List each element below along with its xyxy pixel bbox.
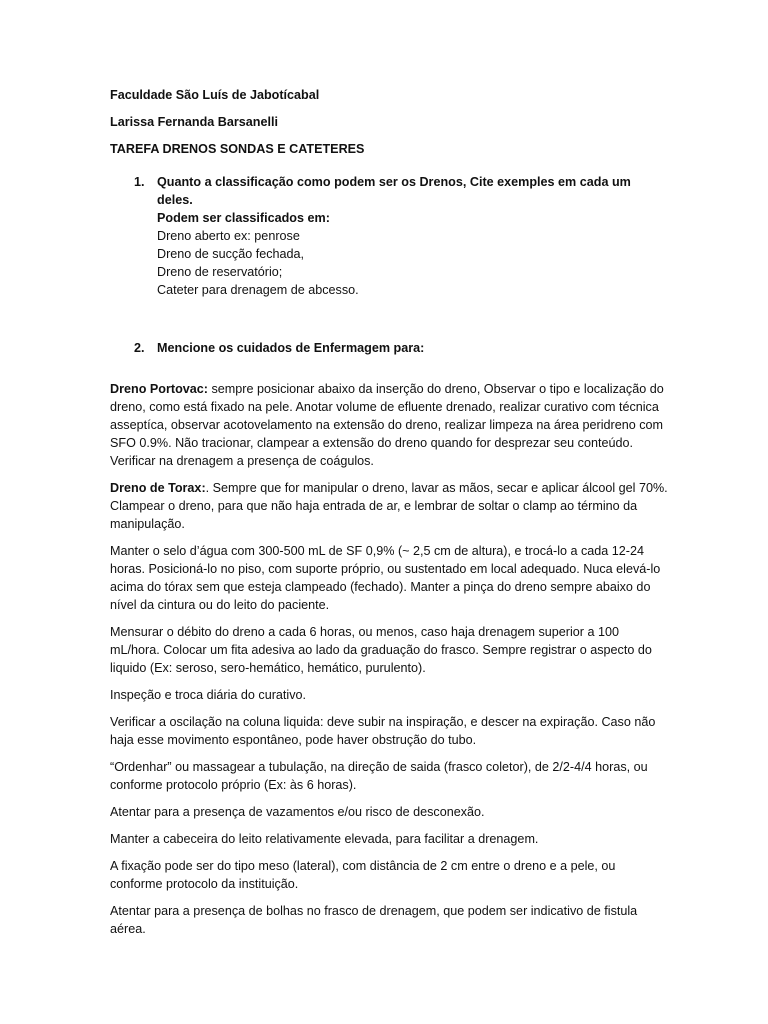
section-spacer	[110, 357, 670, 380]
paragraph-text: Verificar a oscilação na coluna liquida: deve subir na inspiração, e descer na expiração. Caso não haja esse movimento espontâneo, pode haver obstrução do tubo.	[110, 715, 656, 747]
answer-line: Dreno de reservatório;	[157, 265, 283, 279]
question-2	[110, 339, 670, 357]
paragraph-text: Atentar para a presença de bolhas no frasco de drenagem, que podem ser indicativo de fistula aérea.	[110, 904, 638, 936]
paragraph-label: Dreno Portovac:	[110, 382, 208, 396]
paragraph-fixacao	[110, 857, 670, 893]
question-text: Mencione os cuidados de Enfermagem para:	[157, 341, 425, 355]
document-body	[110, 86, 670, 947]
answer-line: Cateter para drenagem de abcesso.	[157, 283, 359, 297]
question-number: 2.	[134, 341, 145, 355]
paragraph-text: Inspeção e troca diária do curativo.	[110, 688, 307, 702]
paragraph-text: A fixação pode ser do tipo meso (lateral), com distância de 2 cm entre o dreno e a pele, ou conforme protocolo da instituição.	[110, 859, 616, 891]
paragraph-dreno-torax	[110, 479, 670, 533]
question-list	[110, 173, 670, 357]
paragraph-dreno-portovac	[110, 380, 670, 470]
paragraph-ordenhar	[110, 758, 670, 794]
institution-name: Faculdade São Luís de Jabotícabal	[110, 88, 320, 102]
paragraph-text: . Sempre que for manipular o dreno, lavar as mãos, secar e aplicar álcool gel 70%. Clampear o dreno, para que não haja entrada de ar, e lembrar de soltar o clamp ao término da manipulação.	[110, 481, 668, 531]
paragraph-debito	[110, 623, 670, 677]
paragraph-selo-dagua	[110, 542, 670, 614]
paragraph-bolhas	[110, 902, 670, 938]
paragraph-text: Mensurar o débito do dreno a cada 6 horas, ou menos, caso haja drenagem superior a 100 mL/hora. Colocar um fita adesiva ao lado da graduação do frasco. Sempre registrar o aspecto do liquido (Ex: seroso, sero-hemático, hemático, purulento).	[110, 625, 652, 675]
paragraph-cabeceira	[110, 830, 670, 848]
paragraph-oscilacao	[110, 713, 670, 749]
paragraph-text: Manter o selo d’água com 300-500 mL de SF 0,9% (~ 2,5 cm de altura), e trocá-lo a cada 12-24 horas. Posicioná-lo no piso, com suporte próprio, ou sustentado em local adequado. Nuca elevá-lo acima do tórax sem que esteja clampeado (fechado). Manter a pinça do dreno sempre abaixo do nível da cintura ou do leito do paciente.	[110, 544, 661, 612]
paragraph-text: “Ordenhar” ou massagear a tubulação, na direção de saida (frasco coletor), de 2/2-4/4 horas, ou conforme protocolo próprio (Ex: às 6 horas).	[110, 760, 648, 792]
paragraph-text: sempre posicionar abaixo da inserção do dreno, Observar o tipo e localização do dreno, como está fixado na pele. Anotar volume de efluente drenado, realizar curativo com técnica asseptíca, observar acotovelamento na extensão do dreno, realizar limpeza na área peridreno com SFO 0.9%. Não tracionar, clampear a extensão do dreno quando for desprezar seu conteúdo. Verificar na drenagem a presença de coágulos.	[110, 382, 664, 468]
student-name: Larissa Fernanda Barsanelli	[110, 115, 278, 129]
question-text: Quanto a classificação como podem ser os Drenos, Cite exemples em cada um deles.	[157, 175, 631, 207]
answer-line: Dreno de sucção fechada,	[157, 247, 305, 261]
assignment-title: TAREFA DRENOS SONDAS E CATETERES	[110, 142, 365, 156]
paragraph-text: Atentar para a presença de vazamentos e/ou risco de desconexão.	[110, 805, 485, 819]
question-1	[110, 173, 670, 299]
answer-line: Dreno aberto ex: penrose	[157, 229, 300, 243]
paragraph-curativo	[110, 686, 670, 704]
paragraph-vazamentos	[110, 803, 670, 821]
question-number: 1.	[134, 175, 145, 189]
answer-line: Podem ser classificados em:	[157, 211, 330, 225]
paragraph-label: Dreno de Torax:	[110, 481, 206, 495]
paragraph-text: Manter a cabeceira do leito relativamente elevada, para facilitar a drenagem.	[110, 832, 539, 846]
